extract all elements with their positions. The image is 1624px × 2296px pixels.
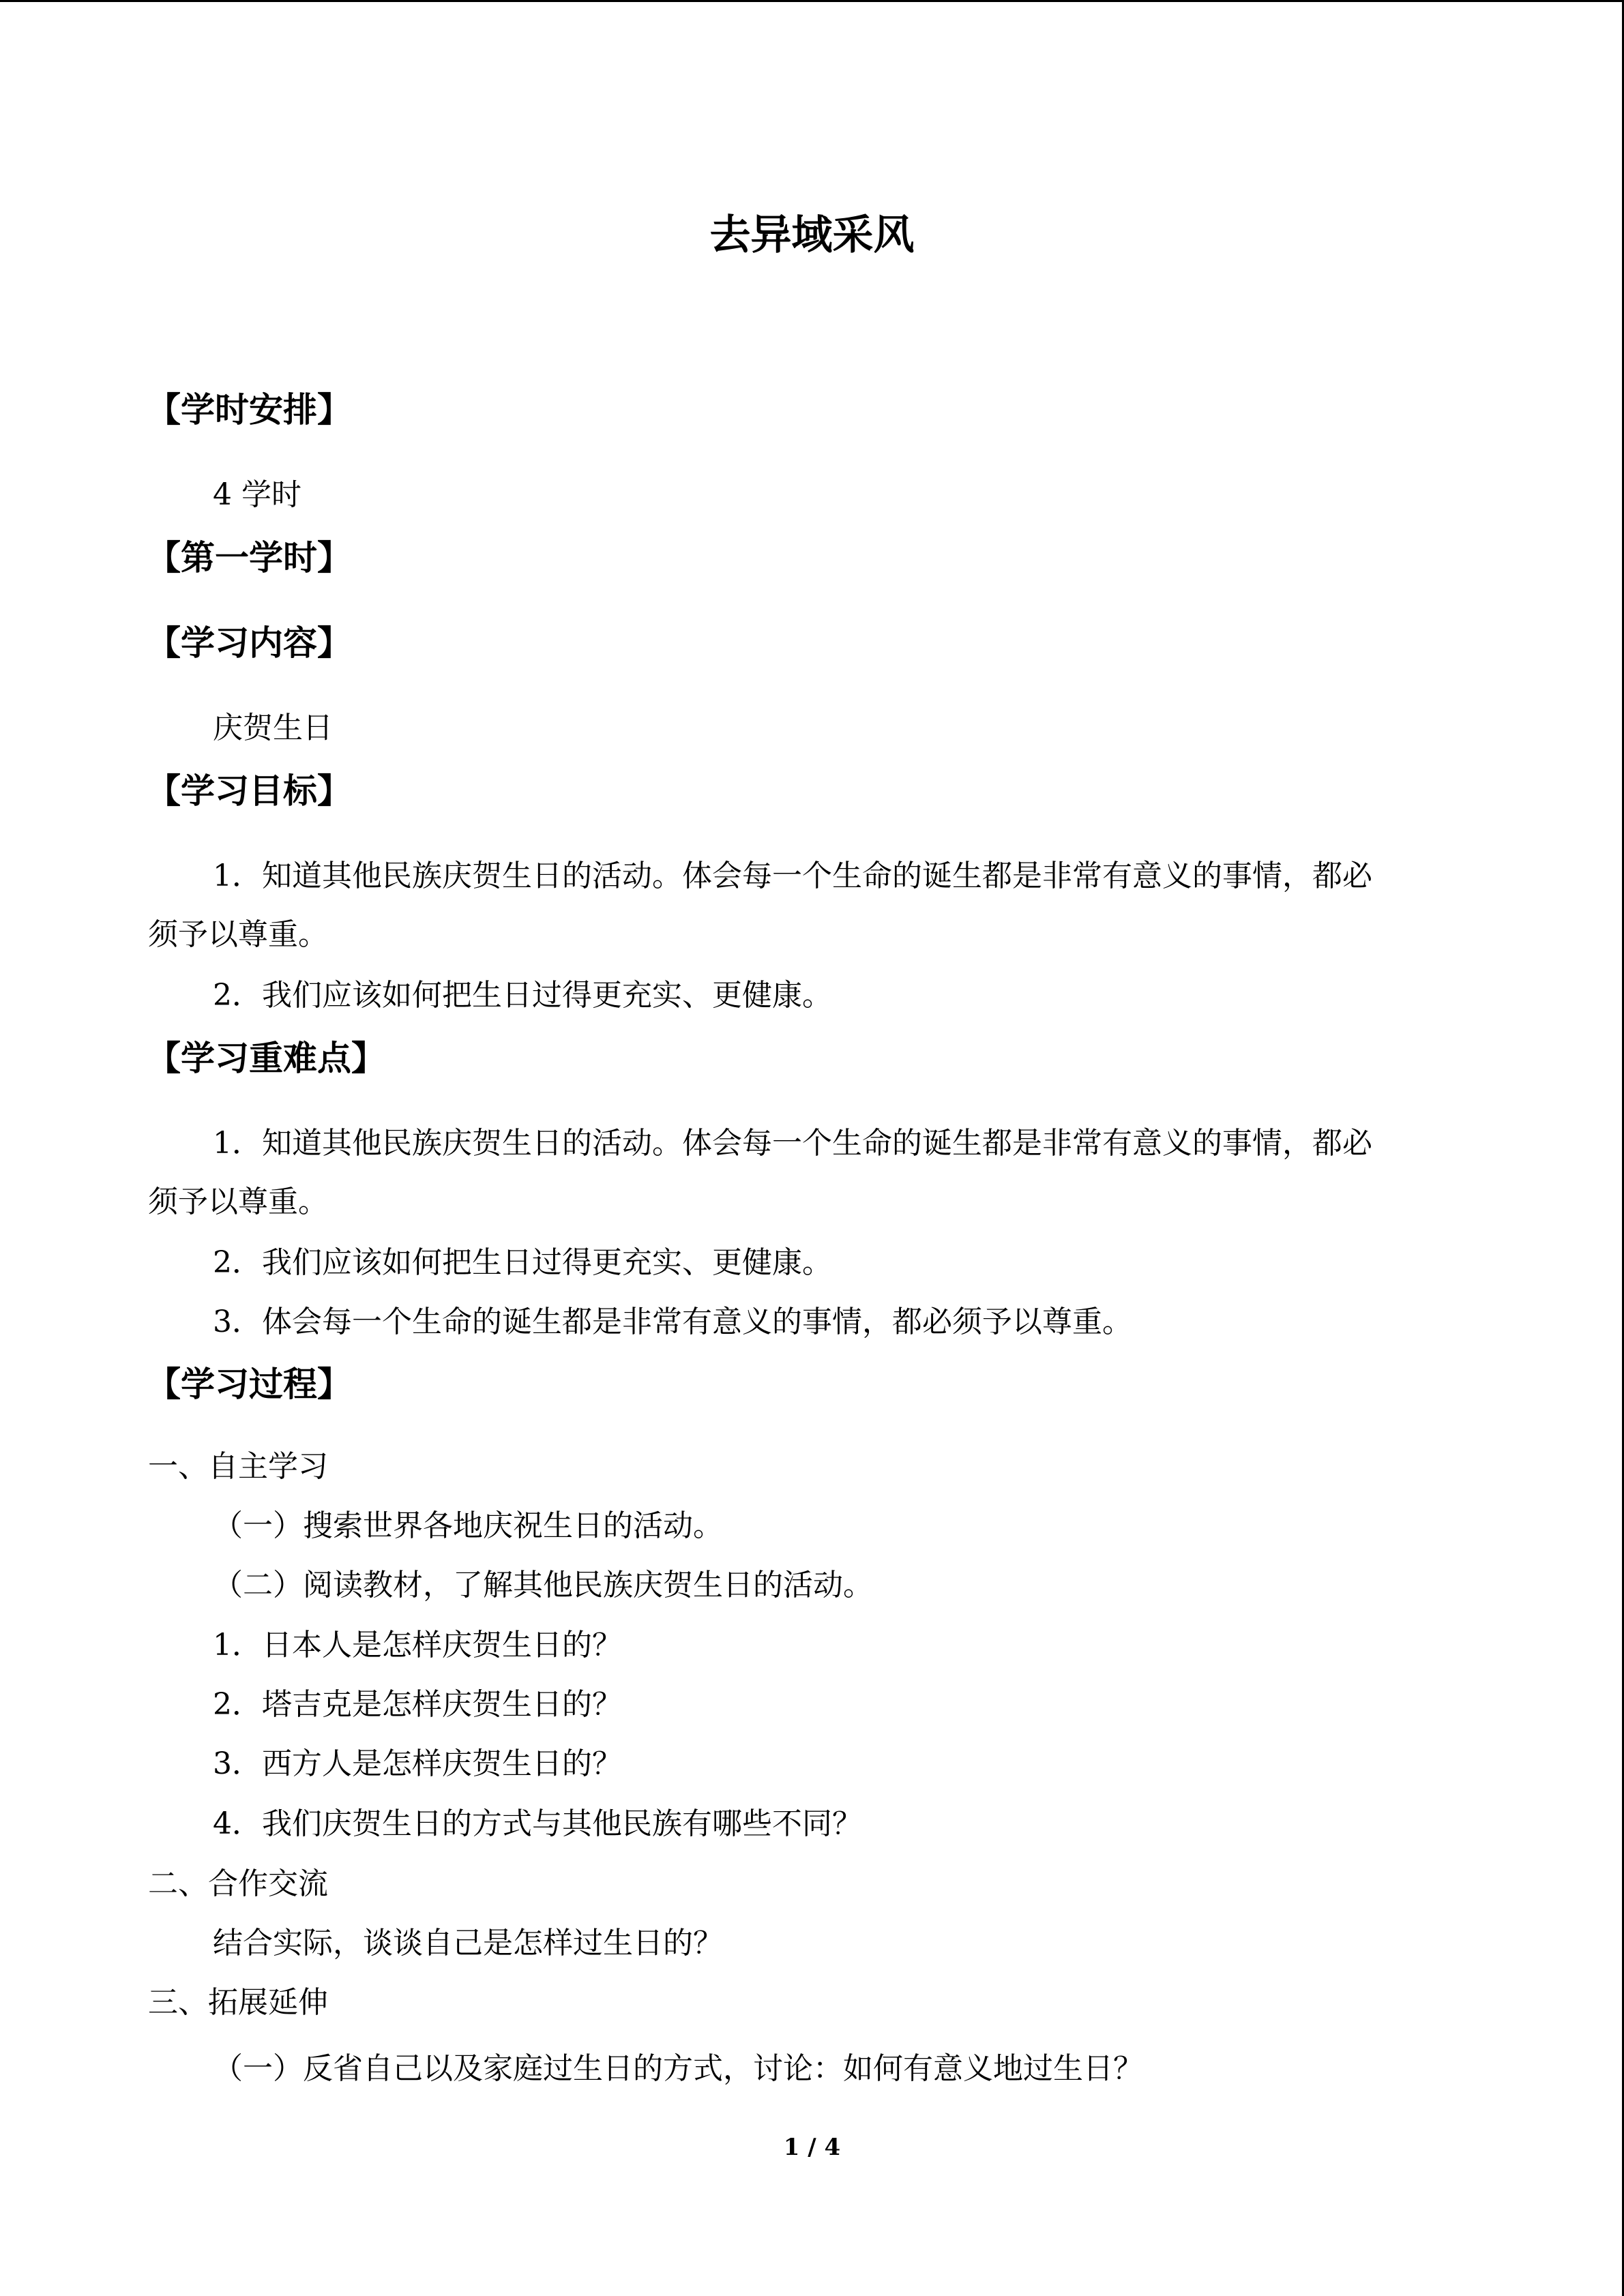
schedule-value: 4 学时 <box>213 477 301 512</box>
question-line: 1．日本人是怎样庆贺生日的？ <box>213 1628 622 1663</box>
goals-heading: 【学习目标】 <box>147 771 351 811</box>
process-part2-text: 结合实际，谈谈自己是怎样过生日的？ <box>213 1926 723 1960</box>
question-line: 3．西方人是怎样庆贺生日的？ <box>213 1746 622 1781</box>
process-part1-sub2: （二）阅读教材，了解其他民族庆贺生日的活动。 <box>213 1568 873 1602</box>
goal-line: 2．我们应该如何把生日过得更充实、更健康。 <box>213 978 832 1013</box>
question-line: 4．我们庆贺生日的方式与其他民族有哪些不同？ <box>213 1806 862 1841</box>
goal-line: 1．知道其他民族庆贺生日的活动。体会每一个生命的诞生都是非常有意义的事情，都必 <box>213 859 1372 893</box>
process-part2-title: 二、合作交流 <box>148 1866 328 1901</box>
keypoint-line: 1．知道其他民族庆贺生日的活动。体会每一个生命的诞生都是非常有意义的事情，都必 <box>213 1126 1372 1161</box>
process-part3-title: 三、拓展延伸 <box>148 1985 328 2020</box>
schedule-heading: 【学时安排】 <box>147 389 351 430</box>
keypoints-heading: 【学习重难点】 <box>147 1038 385 1078</box>
question-line: 2．塔吉克是怎样庆贺生日的？ <box>213 1687 622 1722</box>
keypoint-line: 2．我们应该如何把生日过得更充实、更健康。 <box>213 1245 832 1280</box>
process-part1-title: 一、自主学习 <box>148 1449 328 1484</box>
document-title: 去异域采风 <box>709 211 915 259</box>
keypoint-line: 须予以尊重。 <box>148 1184 328 1219</box>
content-heading: 【学习内容】 <box>147 623 351 663</box>
page-number: 1 / 4 <box>783 2134 841 2161</box>
first-period-heading: 【第一学时】 <box>147 537 351 578</box>
goal-line: 须予以尊重。 <box>148 917 328 952</box>
process-part1-sub1: （一）搜索世界各地庆祝生日的活动。 <box>213 1508 723 1543</box>
keypoint-line: 3．体会每一个生命的诞生都是非常有意义的事情，都必须予以尊重。 <box>213 1304 1132 1339</box>
content-value: 庆贺生日 <box>213 711 333 745</box>
process-part3-sub1: （一）反省自己以及家庭过生日的方式，讨论：如何有意义地过生日？ <box>213 2051 1143 2086</box>
process-heading: 【学习过程】 <box>147 1364 351 1404</box>
